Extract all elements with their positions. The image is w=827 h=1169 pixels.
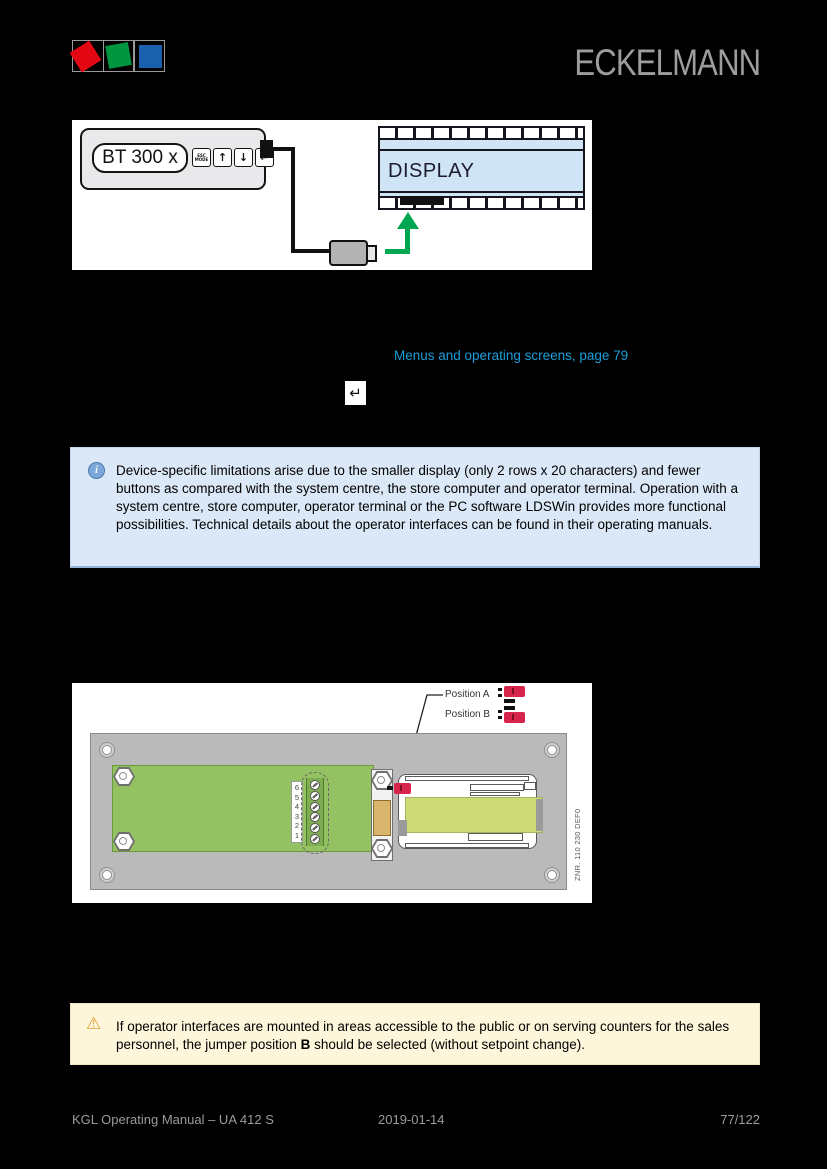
jumper-pin <box>387 786 393 790</box>
cable-segment <box>291 249 331 253</box>
display-connector-port <box>400 196 444 205</box>
circuit-board <box>112 765 374 852</box>
logo-box-green <box>103 40 135 72</box>
module-connector-bar <box>470 792 520 796</box>
info-note <box>70 447 760 568</box>
terminal-outline <box>301 772 329 854</box>
module-connector-bar <box>468 833 523 841</box>
cable-segment <box>291 147 295 251</box>
controller-unit <box>378 126 585 210</box>
display-label: DISPLAY <box>388 160 475 182</box>
footer-page-number: 77/122 <box>720 1112 760 1127</box>
esc-mode-button: ESC MODE <box>192 148 211 167</box>
cable-plug <box>329 240 368 266</box>
logo-green-square <box>105 42 132 69</box>
info-text: Device-specific limitations arise due to the smaller display (only 2 rows x 20 characters) and fewer buttons as compared with the system centre, the store computer and operator terminal. Operation with a system centre, store computer, operator terminal or the PC software LDSWin provides more functional possibilities. Technical details about the operator interfaces can be found in their operating manuals. <box>116 463 739 532</box>
info-icon: i <box>88 462 105 479</box>
logo-box-red <box>72 40 104 72</box>
lcd-display <box>405 797 543 833</box>
green-arrow-head <box>397 212 419 229</box>
down-arrow-icon: ↓ <box>238 151 249 164</box>
screw-hole <box>547 745 557 755</box>
jumper-position-b-icon <box>498 706 528 724</box>
position-b-label: Position B <box>445 709 491 720</box>
jumper-position-a-icon <box>498 686 528 704</box>
brand-wordmark: ECKELMANN <box>574 42 760 83</box>
footer-date: 2019-01-14 <box>378 1112 445 1127</box>
terminal-number: 6 <box>294 783 300 792</box>
module-connector-bar <box>524 782 536 790</box>
bt300-label: BT 300 x <box>92 143 188 173</box>
lcd-edge <box>536 799 543 831</box>
screw-hole <box>547 870 557 880</box>
logo-blue-square <box>139 45 162 68</box>
controller-divider <box>380 149 583 151</box>
logo-box-blue <box>133 40 165 72</box>
position-a-label: Position A <box>445 689 490 700</box>
module-connector-bar <box>405 843 529 848</box>
warning-note <box>70 1003 760 1065</box>
module-connector-bar <box>470 784 524 791</box>
terminal-number: 3 <box>294 811 300 821</box>
board-jumper <box>394 783 411 794</box>
terminal-number: 1 <box>294 830 300 840</box>
up-arrow-icon: ↑ <box>217 151 228 164</box>
terminal-number: 4 <box>294 802 300 812</box>
eckelmann-logo <box>72 40 164 72</box>
screw-hole <box>102 745 112 755</box>
menus-and-screens-link[interactable]: Menus and operating screens, page 79 <box>394 348 629 363</box>
hex-nut <box>113 767 135 786</box>
hex-nut <box>113 832 135 851</box>
down-arrow-button <box>234 148 253 167</box>
module-connector-bar <box>405 776 529 781</box>
figure-jumper-positions <box>72 683 592 903</box>
warning-icon: ⚠ <box>86 1014 102 1034</box>
terminal-number: 2 <box>294 821 300 831</box>
up-arrow-button <box>213 148 232 167</box>
cable-plug-tip <box>366 245 377 262</box>
logo-red-square <box>70 41 102 73</box>
spacer-block <box>373 800 391 836</box>
module-connector <box>398 820 407 836</box>
figure-bt300-connection <box>72 120 592 270</box>
enter-key-icon: ↵ <box>345 381 366 405</box>
cable-socket <box>260 140 273 158</box>
terminal-number: 5 <box>294 792 300 802</box>
controller-divider <box>380 191 583 193</box>
screw-hole <box>102 870 112 880</box>
drawing-number: ZNR. 110 230 DEF0 <box>573 808 582 881</box>
footer-manual-title: KGL Operating Manual – UA 412 S <box>72 1112 274 1127</box>
green-arrow-stem <box>405 225 410 253</box>
warning-text: If operator interfaces are mounted in areas accessible to the public or on serving counters for the sales personnel, the jumper position B should be selected (without setpoint change). <box>116 1019 730 1052</box>
terminal-strip-top <box>380 128 583 140</box>
bt300-operator-terminal <box>80 128 266 190</box>
